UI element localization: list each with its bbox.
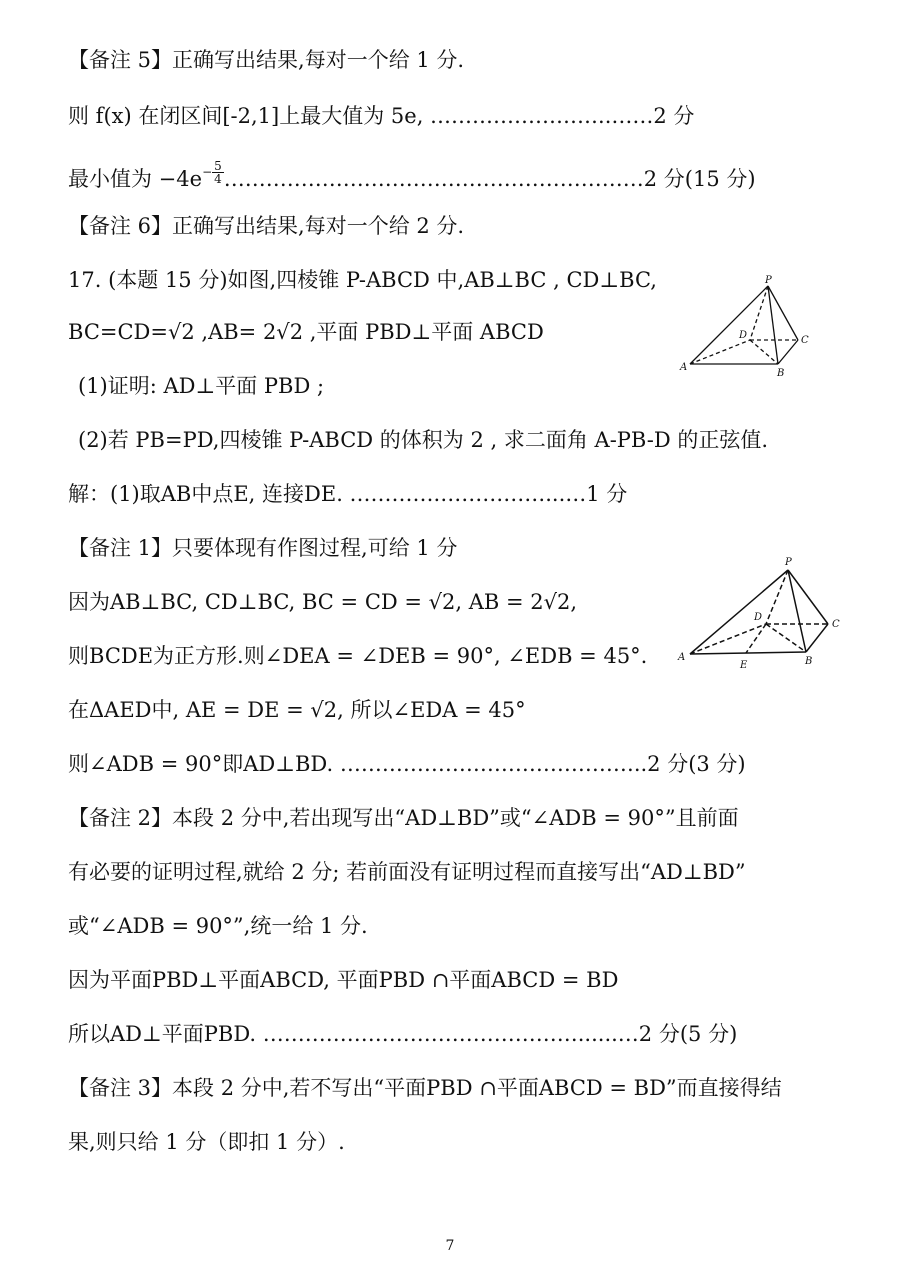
- solution-planes: 因为平面PBD⊥平面ABCD, 平面PBD ∩平面ABCD = BD: [68, 968, 619, 992]
- label-A: A: [680, 362, 688, 373]
- edge-DE: [746, 624, 766, 653]
- solution-triangle: 在ΔAED中, AE = DE = √2, 所以∠EDA = 45°: [68, 698, 526, 722]
- edge-PA: [690, 570, 788, 654]
- label-B: B: [805, 656, 813, 667]
- label-P: P: [765, 275, 772, 286]
- edge-BC: [778, 340, 798, 364]
- solution-step-1: 解：(1)取AB中点E, 连接DE. ………….……………...…1 分: [68, 482, 628, 506]
- pyramid-figure-2: [670, 552, 850, 677]
- note-6: 【备注 6】正确写出结果,每对一个给 2 分.: [68, 214, 465, 238]
- solution-conclusion: 所以AD⊥平面PBD. ………………………………………......…2 分(5 分): [68, 1022, 738, 1046]
- label-A: A: [678, 652, 686, 663]
- page-number: 7: [445, 1238, 455, 1254]
- min-value-exponent: − $\frac{5}{4}$: [202, 159, 222, 186]
- edge-AB: [690, 652, 806, 654]
- note-1: 【备注 1】只要体现有作图过程,可给 1 分: [68, 536, 458, 560]
- note-3-line-1: 【备注 3】本段 2 分中,若不写出“平面PBD ∩平面ABCD = BD”而直接得结: [68, 1076, 782, 1100]
- note-2-line-2: 有必要的证明过程,就给 2 分; 若前面没有证明过程而直接写出“AD⊥BD”: [68, 860, 746, 884]
- note-3-line-2: 果,则只给 1 分（即扣 1 分）.: [68, 1130, 345, 1154]
- min-value-line: [68, 160, 756, 193]
- note-5: 【备注 5】正确写出结果,每对一个给 1 分.: [68, 48, 465, 72]
- edge-AD: [690, 624, 766, 654]
- label-E: E: [740, 660, 748, 671]
- question-17-given: BC=CD=√2 ,AB= 2√2 ,平面 PBD⊥平面 ABCD: [68, 320, 544, 344]
- exponent-denominator: 4: [214, 172, 222, 186]
- solution-because: 因为AB⊥BC, CD⊥BC, BC = CD = √2, AB = 2√2,: [68, 590, 578, 614]
- solution-square: 则BCDE为正方形.则∠DEA = ∠DEB = 90°, ∠EDB = 45°.: [68, 644, 648, 668]
- min-value-prefix: 最小值为 −4e: [68, 167, 203, 191]
- label-C: C: [832, 619, 840, 630]
- max-value-line: 则 f(x) 在闭区间[-2,1]上最大值为 5e, ……………………..……2 分: [68, 104, 695, 128]
- edge-PC: [768, 286, 798, 340]
- solution-right-angle: 则∠ADB = 90°即AD⊥BD. ……………………………………..2 分(3 分): [68, 752, 746, 776]
- question-17-part-2: (2)若 PB=PD,四棱锥 P-ABCD 的体积为 2 , 求二面角 A-PB-D 的正弦值.: [78, 428, 769, 452]
- question-17-part-1: (1)证明: AD⊥平面 PBD ;: [78, 374, 325, 398]
- note-2-line-3: 或“∠ADB = 90°”,统一给 1 分.: [68, 914, 368, 938]
- label-B: B: [777, 368, 785, 379]
- edge-PA: [690, 286, 768, 364]
- question-17-title: 17. (本题 15 分)如图,四棱锥 P-ABCD 中,AB⊥BC , CD⊥BC,: [68, 268, 657, 292]
- edge-DB: [750, 340, 778, 364]
- label-P: P: [785, 557, 792, 568]
- edge-PD: [766, 570, 788, 624]
- edge-AD: [690, 340, 750, 364]
- edge-BC: [806, 624, 828, 652]
- exponent-numerator: 5: [214, 159, 222, 173]
- pyramid-figure-1: [670, 270, 820, 380]
- label-D: D: [739, 330, 748, 341]
- min-value-suffix: ……………………………………………………2 分(15 分): [223, 167, 756, 191]
- edge-DB: [766, 624, 806, 652]
- edge-PB: [768, 286, 778, 364]
- label-D: D: [754, 612, 763, 623]
- note-2-line-1: 【备注 2】本段 2 分中,若出现写出“AD⊥BD”或“∠ADB = 90°”且前面: [68, 806, 739, 830]
- label-C: C: [801, 335, 809, 346]
